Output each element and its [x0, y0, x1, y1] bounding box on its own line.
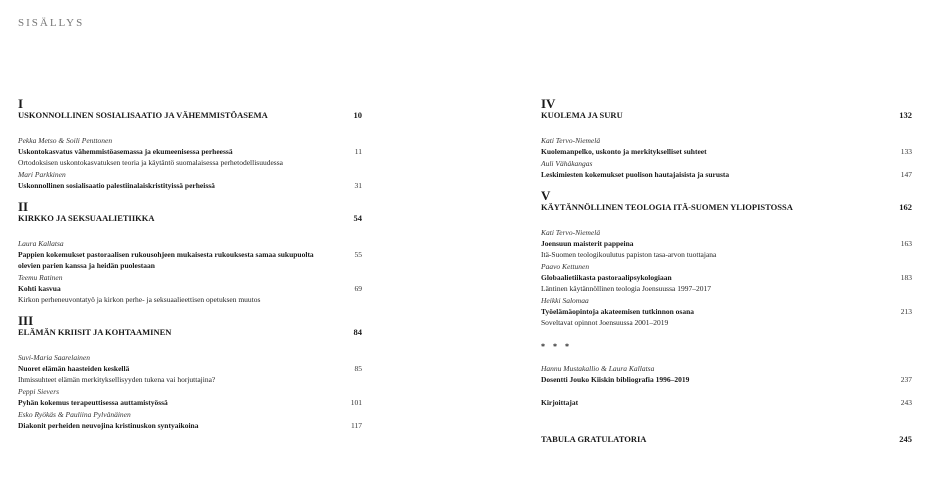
entry-page: 11 — [354, 147, 362, 156]
entry-title: Kirjoittajat — [541, 398, 579, 407]
toc-entry — [541, 363, 912, 385]
section-page: 10 — [353, 110, 362, 120]
toc-entry — [18, 386, 362, 408]
entry-subtitle: Kirkon perheneuvontatyö ja kirkon perhe- ja seksuaalieettisen opetuksen muutos — [18, 295, 261, 304]
section-numeral: II — [18, 199, 29, 214]
entry-page: 55 — [354, 250, 362, 259]
entry-page: 85 — [354, 364, 362, 373]
toc-section — [541, 97, 912, 180]
entry-title: Uskontokasvatus vähemmistöasemassa ja ekumeenisessa perheessä — [18, 147, 233, 156]
toc-section — [541, 189, 912, 328]
section-title: KIRKKO JA SEKSUAALIETIIKKA — [18, 213, 155, 223]
section-separator: * * * — [541, 342, 572, 351]
entry-title: Diakonit perheiden neuvojina kristinuskon syntyaikoina — [18, 421, 199, 430]
section-page: 132 — [899, 110, 912, 120]
entry-author: Suvi-Maria Saarelainen — [18, 353, 91, 362]
entry-subtitle: Ihmissuhteet elämän merkityksellisyyden tukena vai horjuttajina? — [18, 375, 216, 384]
toc-entry — [541, 158, 912, 180]
entry-author: Peppi Sievers — [18, 387, 60, 396]
entry-page: 31 — [354, 181, 362, 190]
toc-left-column — [18, 97, 362, 440]
entry-author: Mari Parkkinen — [18, 170, 66, 179]
entry-author: Auli Vähäkangas — [541, 159, 593, 168]
entry-page: 101 — [350, 398, 362, 407]
entry-page: 117 — [351, 421, 362, 430]
entry-title: Globaalietiikasta pastoraalipsykologiaan — [541, 273, 672, 282]
entry-subtitle: Soveltavat opinnot Joensuussa 2001–2019 — [541, 318, 669, 327]
entry-page: 243 — [900, 398, 912, 407]
toc-entry — [18, 238, 362, 271]
toc-section — [18, 314, 362, 431]
section-page: 54 — [353, 213, 362, 223]
entry-subtitle: Läntinen käytännöllinen teologia Joensuussa 1997–2017 — [541, 284, 711, 293]
toc-entry-kirjoittajat — [541, 397, 912, 408]
toc-entry — [18, 409, 362, 431]
section-page: 162 — [899, 202, 912, 212]
section-numeral: V — [541, 188, 551, 203]
section-numeral: I — [18, 96, 24, 111]
section-numeral: IV — [541, 96, 556, 111]
entry-page: 163 — [900, 239, 912, 248]
entry-title: Kuolemanpelko, uskonto ja merkitykselliset suhteet — [541, 147, 707, 156]
toc-entry-tabula — [541, 434, 912, 445]
entry-page: 147 — [900, 170, 912, 179]
toc-entry — [18, 272, 362, 305]
entry-author: Kati Tervo-Niemelä — [541, 136, 601, 145]
entry-page: 213 — [900, 307, 912, 316]
entry-author: Kati Tervo-Niemelä — [541, 228, 601, 237]
entry-author: Teemu Ratinen — [18, 273, 63, 282]
entry-title: Työelämäopintoja akateemisen tutkinnon osana — [541, 307, 695, 316]
entry-page: 245 — [899, 434, 912, 444]
entry-page: 69 — [354, 284, 362, 293]
entry-page: 133 — [900, 147, 912, 156]
entry-title: Joensuun maisterit pappeina — [541, 239, 634, 248]
entry-title: Uskonnollinen sosialisaatio palestiinalaiskristityissä perheissä — [18, 181, 215, 190]
toc-entry — [541, 295, 912, 328]
entry-title: Leskimiesten kokemukset puolison hautajaisista ja surusta — [541, 170, 730, 179]
toc-section — [18, 200, 362, 305]
entry-page: 237 — [900, 375, 912, 384]
entry-author: Heikki Salomaa — [541, 296, 589, 305]
section-title: ELÄMÄN KRIISIT JA KOHTAAMINEN — [18, 327, 172, 337]
toc-entry — [541, 227, 912, 260]
toc-right-column — [541, 97, 912, 445]
entry-author: Pekka Metso & Soili Penttonen — [18, 136, 113, 145]
toc-section — [18, 97, 362, 191]
entry-title: Pappien kokemukset pastoraalisen rukousohjeen mukaisesta rukouksesta samaa sukupuolta olevien parien kanssa ja heidän puolestaan — [18, 250, 314, 270]
entry-author: Paavo Kettunen — [541, 262, 590, 271]
section-page: 84 — [353, 327, 362, 337]
entry-subtitle: Itä-Suomen teologikoulutus papiston tasa-arvon tuottajana — [541, 250, 717, 259]
toc-entry — [541, 135, 912, 157]
entry-title: Nuoret elämän haasteiden keskellä — [18, 364, 130, 373]
toc-entry — [18, 135, 362, 168]
section-title: KÄYTÄNNÖLLINEN TEOLOGIA ITÄ-SUOMEN YLIOPISTOSSA — [541, 202, 793, 212]
toc-entry — [541, 261, 912, 294]
entry-title: Dosentti Jouko Kiiskin bibliografia 1996–2019 — [541, 375, 690, 384]
toc-entry — [18, 352, 362, 385]
page-title: SISÄLLYS — [18, 17, 85, 29]
entry-title: Pyhän kokemus terapeuttisessa auttamistyössä — [18, 398, 168, 407]
entry-title: Kohti kasvua — [18, 284, 61, 293]
section-numeral: III — [18, 313, 34, 328]
section-title: KUOLEMA JA SURU — [541, 110, 623, 120]
entry-page: 183 — [900, 273, 912, 282]
section-title: USKONNOLLINEN SOSIALISAATIO JA VÄHEMMISTÖASEMA — [18, 110, 268, 120]
entry-author: Hannu Mustakallio & Laura Kallatsa — [541, 364, 655, 373]
toc-entry — [18, 169, 362, 191]
entry-subtitle: Ortodoksisen uskontokasvatuksen teoria ja käytäntö suomalaisessa perhetodellisuudessa — [18, 158, 283, 167]
entry-author: Laura Kallatsa — [18, 239, 64, 248]
entry-author: Esko Ryökäs & Pauliina Pylvänäinen — [18, 410, 131, 419]
entry-title: TABULA GRATULATORIA — [541, 434, 647, 444]
